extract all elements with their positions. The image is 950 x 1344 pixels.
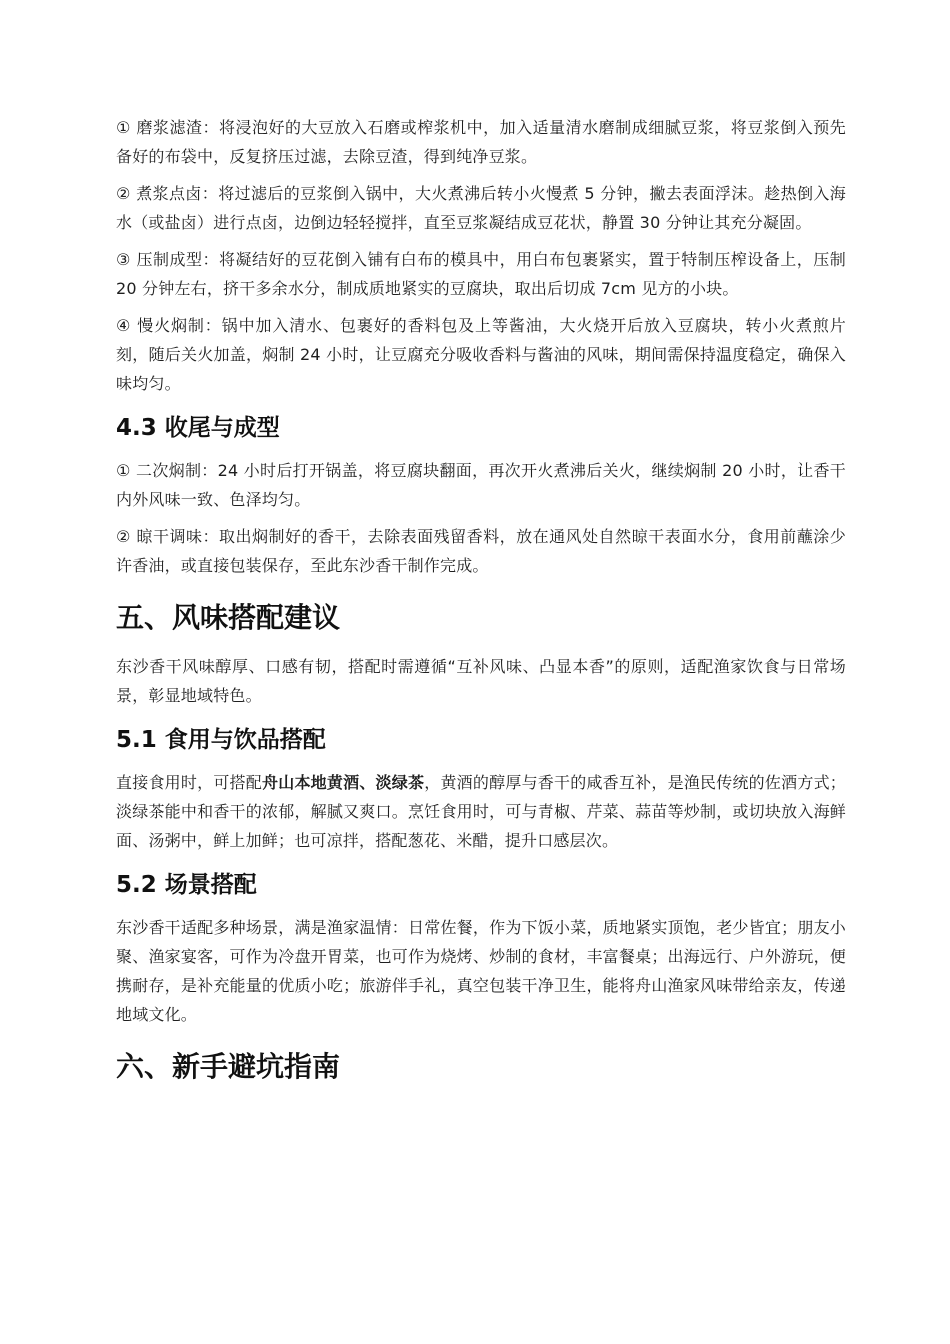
step-second-simmer: ① 二次焖制：24 小时后打开锅盖，将豆腐块翻面，再次开火煮沸后关火，继续焖制 20 小时，让香干内外风味一致、色泽均匀。	[116, 461, 846, 509]
chapter-6-title: 六、新手避坑指南	[116, 1050, 341, 1083]
step-grind: ① 磨浆滤渣：将浸泡好的大豆放入石磨或榨浆机中，加入适量清水磨制成细腻豆浆，将豆浆倒入预先备好的布袋中，反复挤压过滤，去除豆渣，得到纯净豆浆。	[116, 118, 846, 166]
text-segment: ，黄酒的醇厚与香干的咸香互补，是渔民传统的佐酒方式；淡绿茶能中和香干的浓郁，解腻又爽口。烹饪食用时，可与青椒、芹菜、蒜苗等炒制，或切块放入海鲜面、汤粥中，鲜上加鲜；也可凉拌，搭配葱花、米醋，提升口感层次。	[116, 773, 846, 850]
section-5-2-text: 东沙香干适配多种场景，满是渔家温情：日常佐餐，作为下饭小菜，质地紧实顶饱，老少皆宜；朋友小聚、渔家宴客，可作为冷盘开胃菜，也可作为烧烤、炒制的食材，丰富餐桌；出海远行、户外游玩，便携耐存，是补充能量的优质小吃；旅游伴手礼，真空包装干净卫生，能将舟山渔家风味带给亲友，传递地域文化。	[116, 918, 846, 1024]
document-page	[116, 113, 846, 1101]
step-press: ③ 压制成型：将凝结好的豆花倒入铺有白布的模具中，用白布包裹紧实，置于特制压榨设备上，压制 20 分钟左右，挤干多余水分，制成质地紧实的豆腐块，取出后切成 7cm 见方的小块。	[116, 250, 846, 298]
section-5-2-title: 5.2 场景搭配	[116, 872, 257, 898]
step-dry-season: ② 晾干调味：取出焖制好的香干，去除表面残留香料，放在通风处自然晾干表面水分，食用前蘸涂少许香油，或直接包装保存，至此东沙香干制作完成。	[116, 527, 846, 575]
section-4-3-title: 4.3 收尾与成型	[116, 415, 280, 441]
step-simmer: ④ 慢火焖制：锅中加入清水、包裹好的香料包及上等酱油，大火烧开后放入豆腐块，转小火煮煎片刻，随后关火加盖，焖制 24 小时，让豆腐充分吸收香料与酱油的风味，期间需保持温度稳定，确保入味均匀。	[116, 316, 846, 393]
section-5-1-title: 5.1 食用与饮品搭配	[116, 727, 326, 753]
chapter-5-intro: 东沙香干风味醇厚、口感有韧，搭配时需遵循“互补风味、凸显本香”的原则，适配渔家饮食与日常场景，彰显地域特色。	[116, 657, 846, 705]
step-boil: ② 煮浆点卤：将过滤后的豆浆倒入锅中，大火煮沸后转小火慢煮 5 分钟，撇去表面浮沫。趁热倒入海水（或盐卤）进行点卤，边倒边轻轻搅拌，直至豆浆凝结成豆花状，静置 30 分钟让其充分凝固。	[116, 184, 846, 232]
text-segment: 直接食用时，可搭配	[116, 773, 262, 792]
section-5-1-text	[116, 768, 846, 855]
chapter-5-title: 五、风味搭配建议	[116, 601, 341, 634]
bold-highlight: 舟山本地黄酒、淡绿茶	[262, 773, 425, 792]
